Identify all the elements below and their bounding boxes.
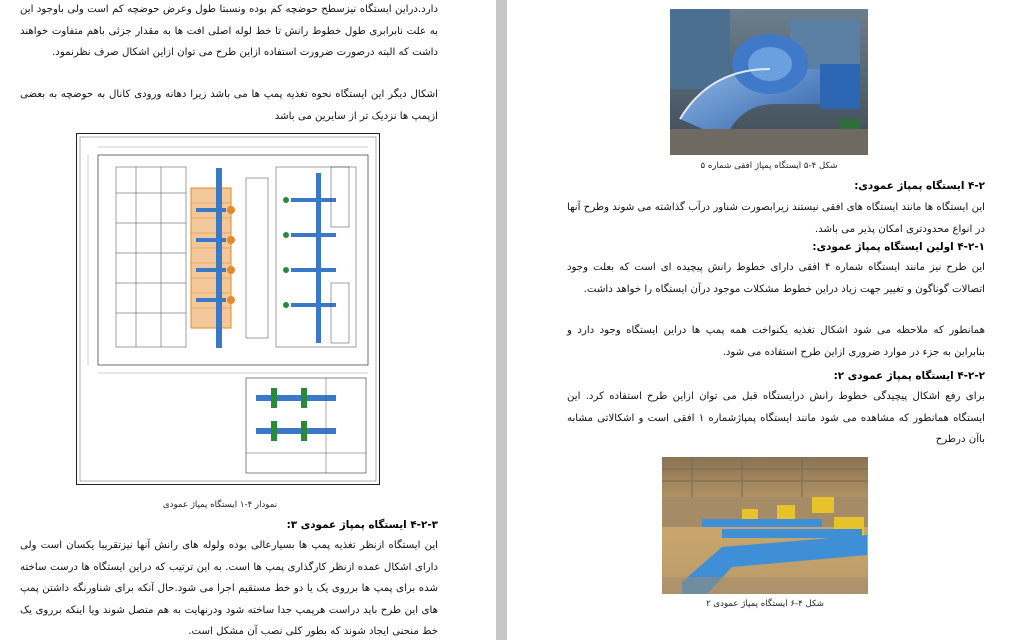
photo2-caption: شکل ۴-۶ ایستگاه پمپاژ عمودی ۲ [706,599,824,609]
blue-pump-photo-icon [670,9,868,155]
right-page [507,0,1013,640]
heading-4-2-1: ۴-۲-۱ اولین ایستگاه پمپاژ عمودی: [812,241,985,253]
engineering-drawing-icon [76,133,380,485]
left-page [0,0,496,640]
section-3-paragraph: این ایستگاه ازنظر تغذیه پمپ ها بسیارعالی بوده ولوله های رانش آنها نیزتقریبا یکسان است ولی دارای اشکال عمده ازنظر کارگذاری پمپ ها است. به این ترتیب که دراین ایستگاه ها درست ساخته شده برای پمپ ها برروی یک یا دو خط مستقیم اجرا می شود.حال آنکه برای شناورنگه داشتن پمپ های این طرح باید دراست هرپمپ جدا ساخته شود ودرنهایت به هم متصل شوند ویا اینکه برروی یک خط منحنی ایجاد شوند که بطور کلی نصب آن مشکل است. [20,540,438,637]
paragraph-4-2: این ایستگاه ها مانند ایستگاه های افقی نیستند زیرابصورت شناور درآب گذاشته می شوند وطرح آنها در انواع محدودتری امکان پذیر می باشد. [567,202,985,235]
section-heading-3: ۴-۲-۳ ایستگاه پمپاژ عمودی ۳: [286,519,438,531]
heading-4-2-2: ۴-۲-۲ ایستگاه پمپاژ عمودی ۲: [833,370,985,382]
second-paragraph: اشکال دیگر این ایستگاه نحوه تغذیه پمپ ها می باشد زیرا دهانه ورودی کانال به حوضچه به بعضی ازپمپ ها نزدیک تر از سایرین می باشد [20,89,438,122]
intro-paragraph: دارد.دراین ایستگاه نیزسطح حوضچه کم بوده ونسبتا طول وعرض حوضچه کم است ولی باوجود این به علت نابرابری طول خطوط رانش تا خط لوله اصلی افت ها به مقدار جزئی باهم متفاوت خواهند داشت که البته درصورت ضرورت استفاده ازاین طرح می توان ازاین اشکال صرف نظرنمود. [20,4,438,58]
paragraph-4-2-1a: این طرح نیز مانند ایستگاه شماره ۴ افقی دارای خطوط رانش پیچیده ای است که بعلت وجود اتصالات گوناگون و تغییر جهت زیاد دراین خطوط مشکلات موجود درآن ایستگاه را خواهد داشت. [567,262,986,295]
photo1-caption: شکل ۴-۵ ایستگاه پمپاژ افقی شماره ۵ [700,161,838,171]
yellow-pump-hall-photo-icon [662,457,868,594]
figure-caption: نمودار ۴-۱ ایستگاه پمپاژ عمودی [162,500,278,510]
heading-4-2: ۴-۲ ایستگاه پمپاژ عمودی: [854,180,985,192]
paragraph-4-2-2: برای رفع اشکال پیچیدگی خطوط رانش درایستگاه قبل می توان ازاین طرح استفاده کرد. این ایستگاه همانطور که مشاهده می شود مانند ایستگاه پمپاژشماره ۱ افقی است و اشکالاتی مشابه باآن درطرح [567,391,985,445]
page-gap [496,0,507,640]
paragraph-4-2-1b: همانطور که ملاحظه می شود اشکال تغذیه یکنواخت همه پمپ ها دراین ایستگاه وجود دارد و بنابراین به جزء در موارد ضروری ازاین طرح استفاده می شود. [567,325,985,358]
